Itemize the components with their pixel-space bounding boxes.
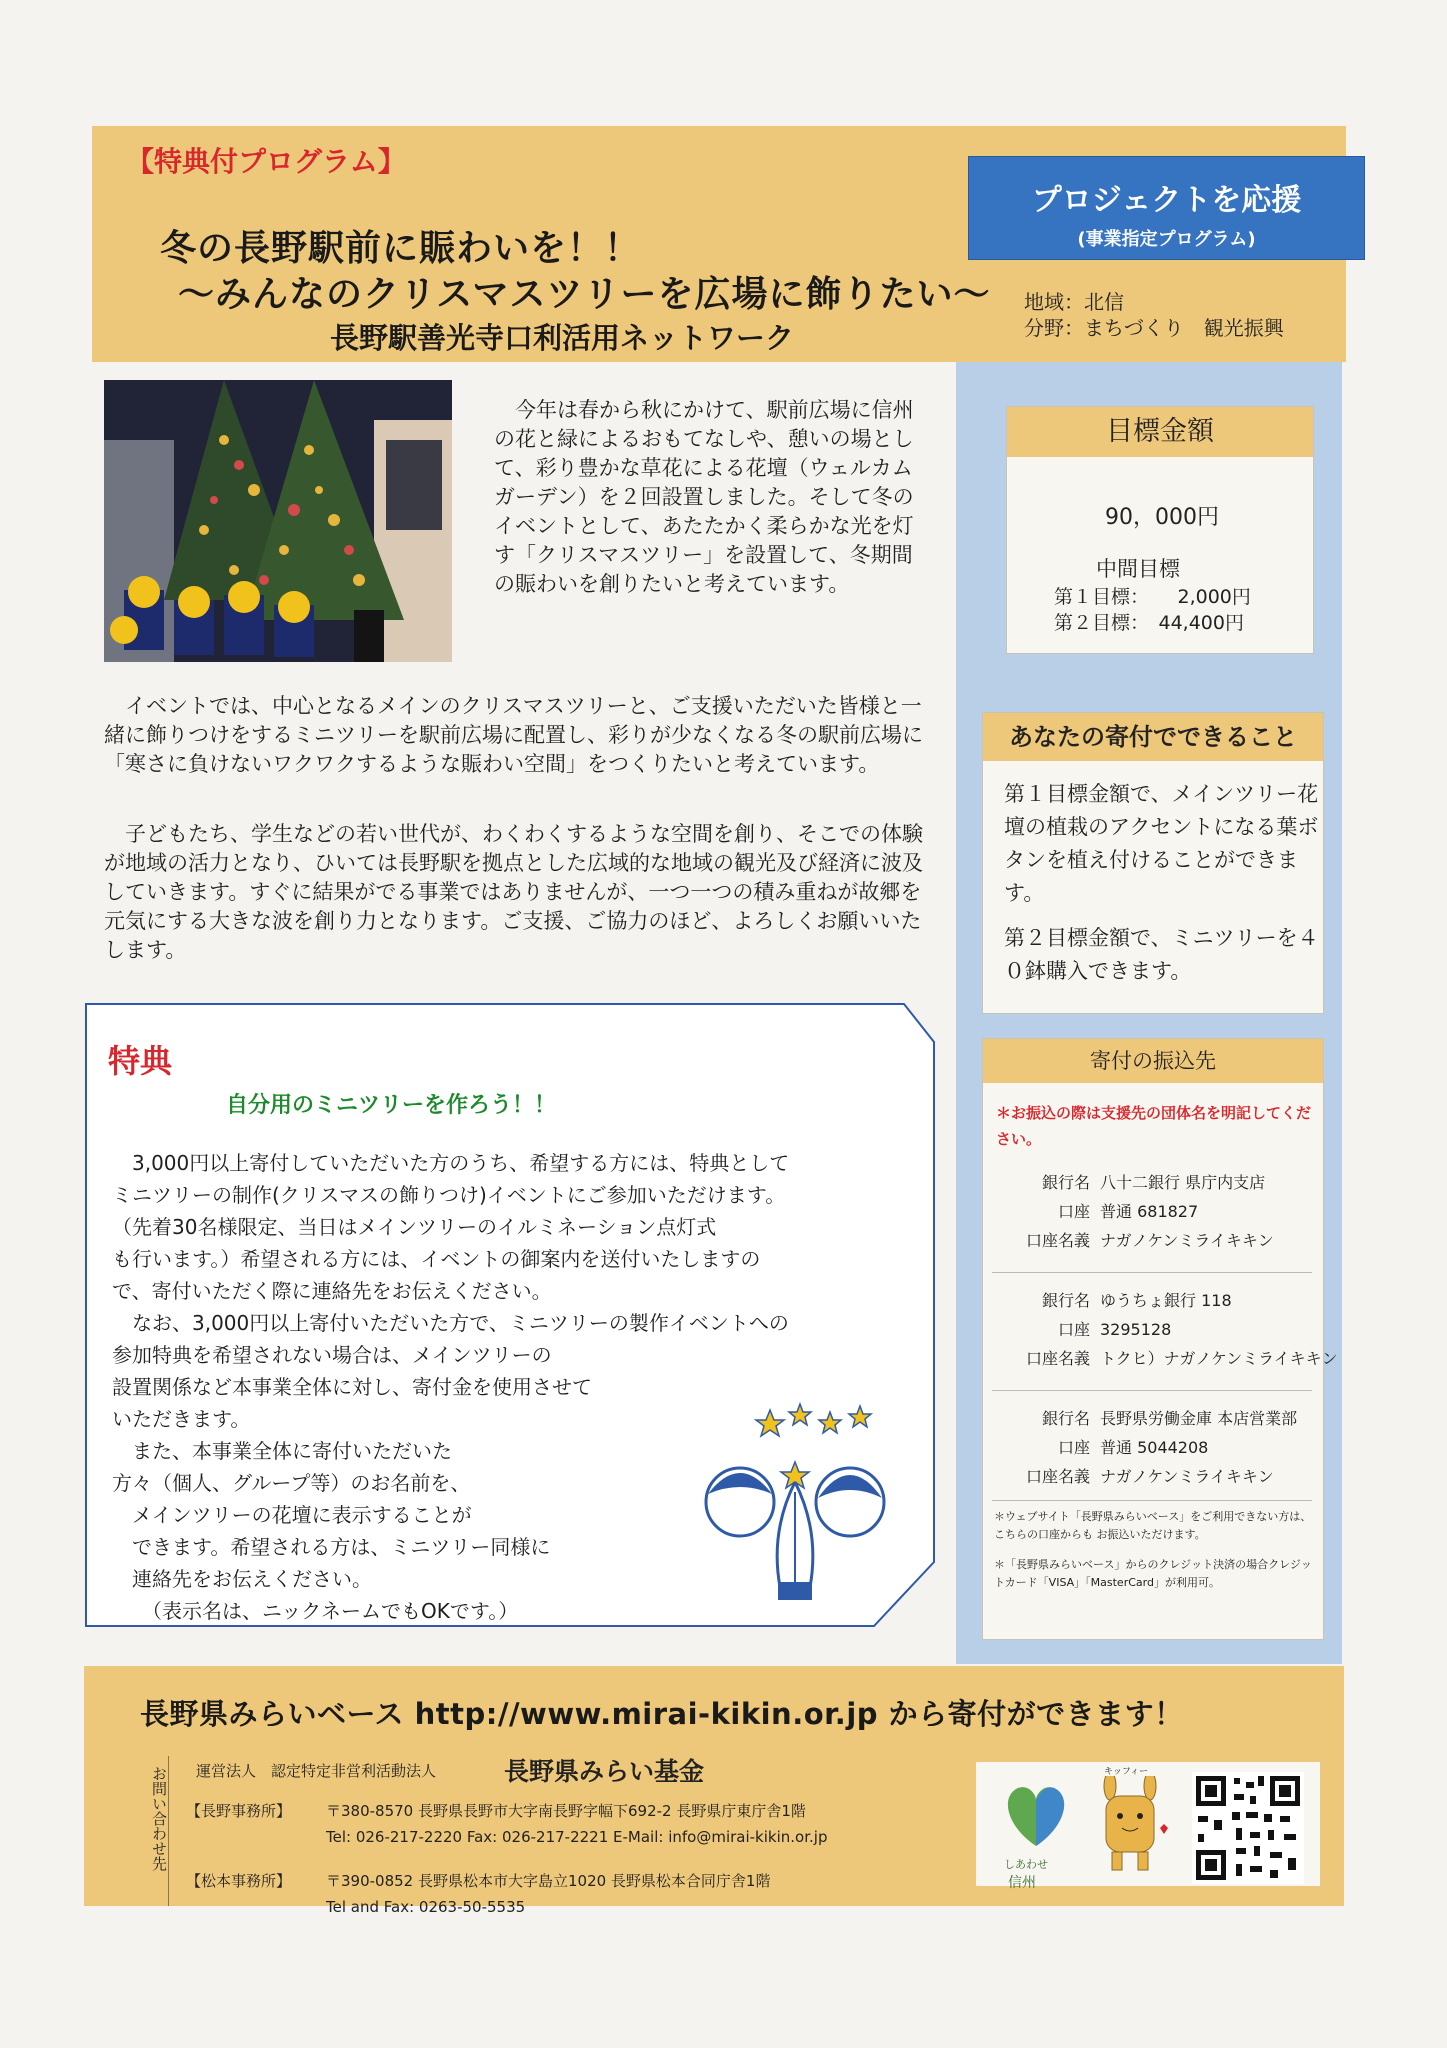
qr-code-icon — [1192, 1772, 1304, 1884]
mascot-icon — [1090, 1776, 1170, 1876]
bank-account-3 — [1000, 1404, 1297, 1491]
bank-value: ナガノケンミライキキン — [1100, 1467, 1274, 1486]
contact-label: お問い合わせ先 — [150, 1766, 168, 1871]
organization-name: 長野駅善光寺口利活用ネットワーク — [330, 321, 795, 355]
logo-text-1: しあわせ — [1004, 1858, 1048, 1871]
bank-key: 口座 — [1057, 1320, 1090, 1339]
bank-value: 八十二銀行 県庁内支店 — [1100, 1173, 1266, 1192]
bank-value: 普通 5044208 — [1100, 1438, 1209, 1457]
logo-text-2: 信州 — [1008, 1875, 1036, 1891]
bank-value: ナガノケンミライキキン — [1100, 1231, 1274, 1250]
benefit-line-3: （先着30名様限定、当日はメインツリーのイルミネーション点灯式 — [112, 1215, 717, 1239]
bank-key: 銀行名 — [1041, 1173, 1090, 1192]
operator-label: 運営法人 認定特定非営利活動法人 — [196, 1762, 437, 1780]
region-label: 地域：北信 — [1024, 290, 1124, 314]
benefit-line-7: 参加特典を希望されない場合は、メインツリーの — [112, 1343, 552, 1367]
goal-panel-heading: 目標金額 — [1007, 407, 1313, 457]
benefit-subtitle: 自分用のミニツリーを作ろう！！ — [226, 1093, 557, 1118]
benefit-line-5: で、寄付いただく際に連絡先をお伝えください。 — [112, 1279, 552, 1303]
youth-paragraph: 子どもたち、学生などの若い世代が、わくわくするような空間を創り、そこでの体験が地域の活力となり、ひいては長野駅を拠点とした広域的な地域の観光及び経済に波及していきます。すぐに結果がでる事業ではありませんが、一つ一つの積み重ねが故郷を元気にする大きな波を創り力となります。ご支援、ご協力のほど、よろしくお願いいたします。 — [104, 822, 923, 962]
benefit-line-15: （表示名は、ニックネームでもOKです。） — [112, 1599, 519, 1623]
page-title-line1: 冬の長野駅前に賑わいを！！ — [160, 228, 642, 269]
bank-key: 口座名義 — [1025, 1231, 1090, 1250]
bank-key: 口座名義 — [1025, 1349, 1090, 1368]
matsumoto-office-label: 【松本事務所】 — [186, 1872, 292, 1890]
matsumoto-office-address: 〒390-0852 長野県松本市大字島立1020 長野県松本合同庁舎1階 — [326, 1872, 771, 1890]
benefit-line-1: 3,000円以上寄付していただいた方のうち、希望する方には、特典として — [112, 1151, 790, 1175]
mid-goal-label: 中間目標 — [1096, 557, 1180, 581]
nagano-office-address: 〒380-8570 長野県長野市大字南長野字幅下692-2 長野県庁東庁舎1階 — [326, 1802, 806, 1820]
field-label: 分野：まちづくり 観光振興 — [1024, 316, 1284, 340]
bank-value: 普通 681827 — [1100, 1202, 1199, 1221]
benefit-line-13: できます。希望される方は、ミニツリー同様に — [112, 1535, 551, 1559]
christmas-tree-photo — [104, 380, 452, 662]
mascot-name: キッフィー — [1104, 1767, 1149, 1777]
benefit-line-4: も行います。）希望される方には、イベントの御案内を送付いたしますの — [112, 1247, 761, 1271]
project-support-subtitle: (事業指定プログラム) — [1077, 229, 1256, 250]
bank-value: 3295128 — [1100, 1320, 1172, 1339]
divider — [992, 1390, 1312, 1391]
bank-account-1 — [1000, 1168, 1274, 1255]
benefit-line-9: いただきます。 — [112, 1407, 251, 1431]
donation-use-heading: あなたの寄付でできること — [983, 713, 1323, 761]
benefit-line-12: メインツリーの花壇に表示することが — [112, 1503, 472, 1527]
bank-value: トクヒ）ナガノケンミライキキン — [1100, 1349, 1338, 1368]
payment-fine-print-1: ＊ウェブサイト「長野県みらいベース」をご利用できない方は、こちらの口座からも お振込いただけます。 — [994, 1510, 1312, 1541]
mid-goal-1: 第１目標： 2,000円 — [1054, 586, 1251, 608]
page-title-line2: ～みんなのクリスマスツリーを広場に飾りたい～ — [178, 274, 991, 315]
nagano-office-label: 【長野事務所】 — [186, 1802, 292, 1820]
mid-goal-2: 第２目標： 44,400円 — [1054, 612, 1244, 634]
payment-panel-heading: 寄付の振込先 — [983, 1039, 1323, 1083]
event-paragraph: イベントでは、中心となるメインのクリスマスツリーと、ご支援いただいた皆様と一緒に飾りつけをするミニツリーを駅前広場に配置し、彩りが少なくなる冬の駅前広場に「寒さに負けないワクワクするような賑わい空間」をつくりたいと考えています。 — [104, 694, 923, 776]
benefit-line-10: また、本事業全体に寄付いただいた — [112, 1439, 452, 1463]
bank-key: 口座 — [1057, 1438, 1090, 1457]
nagano-office-contact: Tel: 026-217-2220 Fax: 026-217-2221 E-Mail: info@mirai-kikin.or.jp — [326, 1828, 828, 1846]
bank-key: 銀行名 — [1041, 1291, 1090, 1310]
benefit-line-2: ミニツリーの制作(クリスマスの飾りつけ)イベントにご参加いただけます。 — [112, 1183, 786, 1207]
benefit-title: 特典 — [108, 1042, 173, 1080]
project-support-title: プロジェクトを応援 — [1031, 183, 1302, 218]
bank-key: 銀行名 — [1041, 1409, 1090, 1428]
donation-use-text-1: 第１目標金額で、メインツリー花壇の植栽のアクセントになる葉ボタンを植え付けることができます。 — [1004, 782, 1319, 905]
divider — [992, 1272, 1312, 1273]
kids-tree-illustration — [700, 1402, 890, 1602]
payment-fine-print-2: ＊「長野県みらいベース」からのクレジット決済の場合クレジットカード「VISA」「MasterCard」が利用可。 — [994, 1558, 1312, 1589]
footer-headline: 長野県みらいベース http://www.mirai-kikin.or.jp から寄付ができます！ — [140, 1697, 1184, 1731]
operator-name: 長野県みらい基金 — [504, 1757, 705, 1786]
benefit-line-14: 連絡先をお伝えください。 — [112, 1567, 372, 1591]
project-support-box — [968, 156, 1365, 260]
matsumoto-office-contact: Tel and Fax: 0263-50-5535 — [326, 1898, 526, 1916]
intro-paragraph: 今年は春から秋にかけて、駅前広場に信州の花と緑によるおもてなしや、憩いの場として、彩り豊かな草花による花壇（ウェルカムガーデン）を２回設置しました。そして冬のイベントとして、あたたかく柔らかな光を灯す「クリスマスツリー」を設置して、冬期間の賑わいを創りたいと考えています。 — [494, 398, 914, 596]
bank-key: 口座名義 — [1025, 1467, 1090, 1486]
christmas-tree-photo-image — [104, 380, 452, 662]
program-ribbon-label: 【特典付プログラム】 — [126, 145, 406, 178]
goal-amount: 90，000円 — [1105, 505, 1219, 530]
bank-value: 長野県労働金庫 本店営業部 — [1100, 1409, 1298, 1428]
divider — [992, 1500, 1312, 1501]
payment-note: ＊お振込の際は支援先の団体名を明記してください。 — [996, 1104, 1312, 1148]
donation-use-text-2: 第２目標金額で、ミニツリーを４０鉢購入できます。 — [1004, 926, 1319, 983]
bank-value: ゆうちょ銀行 118 — [1100, 1291, 1232, 1310]
benefit-line-6: なお、3,000円以上寄付いただいた方で、ミニツリーの製作イベントへの — [112, 1311, 789, 1335]
benefit-line-8: 設置関係など本事業全体に対し、寄付金を使用させて — [112, 1375, 592, 1399]
bank-account-2 — [1000, 1286, 1337, 1373]
bank-key: 口座 — [1057, 1202, 1090, 1221]
benefit-line-11: 方々（個人、グループ等）のお名前を、 — [112, 1471, 471, 1495]
